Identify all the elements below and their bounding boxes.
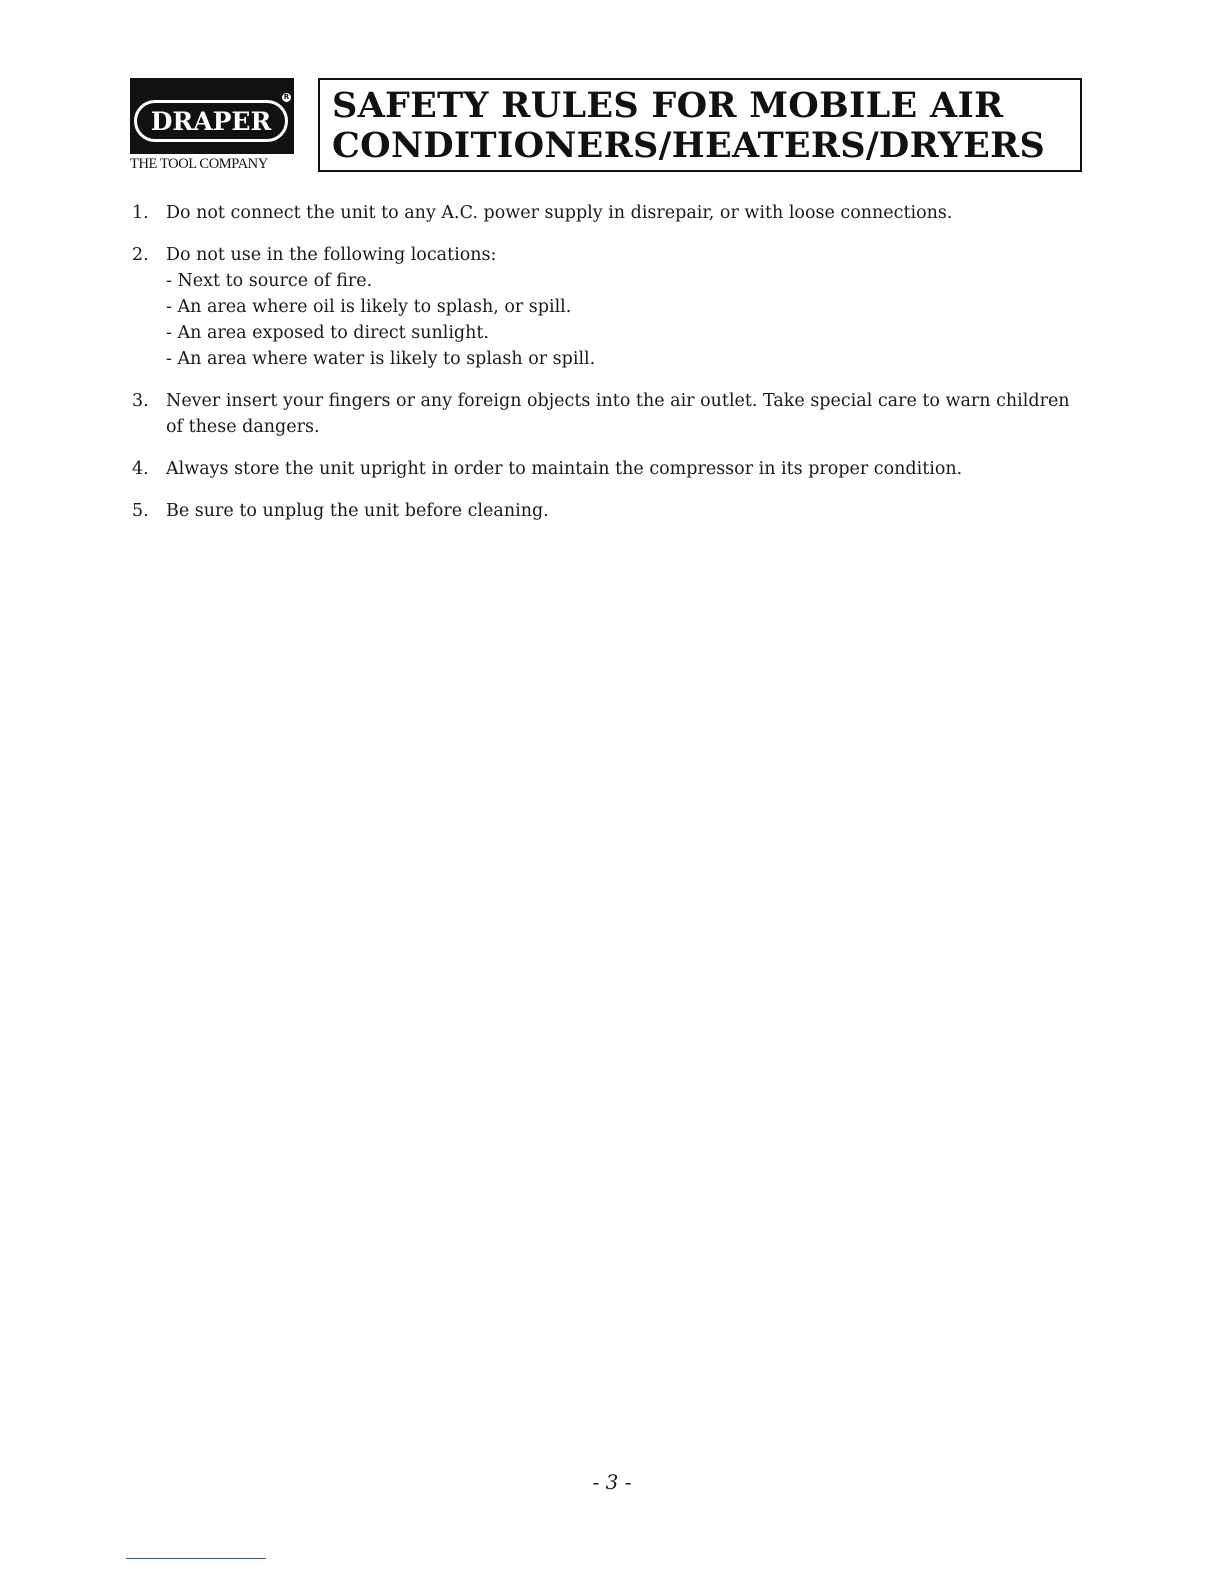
rule-number: 1. bbox=[132, 203, 149, 223]
safety-rules-list bbox=[132, 200, 1072, 540]
rule-item bbox=[132, 200, 1072, 226]
rule-text: Do not use in the following locations: bbox=[166, 245, 497, 265]
rule-number: 2. bbox=[132, 245, 149, 265]
page-title-line-1: SAFETY RULES FOR MOBILE AIR bbox=[332, 85, 1004, 126]
rule-item bbox=[132, 242, 1072, 372]
page-title-line-2: CONDITIONERS/HEATERS/DRYERS bbox=[332, 125, 1046, 166]
draper-logo bbox=[130, 78, 294, 174]
logo-brand-text: DRAPER bbox=[150, 106, 272, 136]
rule-number: 3. bbox=[132, 391, 149, 411]
rule-item bbox=[132, 456, 1072, 482]
rule-text: Never insert your fingers or any foreign objects into the air outlet. Take special care to warn children of these dangers. bbox=[166, 391, 1070, 437]
rule-text: Do not connect the unit to any A.C. power supply in disrepair, or with loose connections. bbox=[166, 203, 953, 223]
page-number: - 3 - bbox=[592, 1470, 632, 1494]
rule-text: Be sure to unplug the unit before cleaning. bbox=[166, 501, 549, 521]
rule-subitem: - An area where water is likely to splash or spill. bbox=[166, 349, 596, 369]
page-title-box bbox=[318, 78, 1082, 172]
rule-subitem: - An area where oil is likely to splash, or spill. bbox=[166, 297, 572, 317]
logo-tagline: THE TOOL COMPANY bbox=[130, 156, 268, 172]
logo-oval bbox=[134, 100, 288, 142]
rule-number: 4. bbox=[132, 459, 149, 479]
rule-text: Always store the unit upright in order to maintain the compressor in its proper condition. bbox=[166, 459, 963, 479]
rule-body bbox=[166, 242, 1072, 372]
logo-badge bbox=[130, 78, 294, 154]
rule-subitem: - Next to source of fire. bbox=[166, 271, 373, 291]
rule-item bbox=[132, 498, 1072, 524]
footer-divider bbox=[126, 1558, 266, 1559]
rule-item bbox=[132, 388, 1072, 440]
registered-mark: R bbox=[283, 93, 290, 101]
rule-subitem: - An area exposed to direct sunlight. bbox=[166, 323, 489, 343]
rule-number: 5. bbox=[132, 501, 149, 521]
